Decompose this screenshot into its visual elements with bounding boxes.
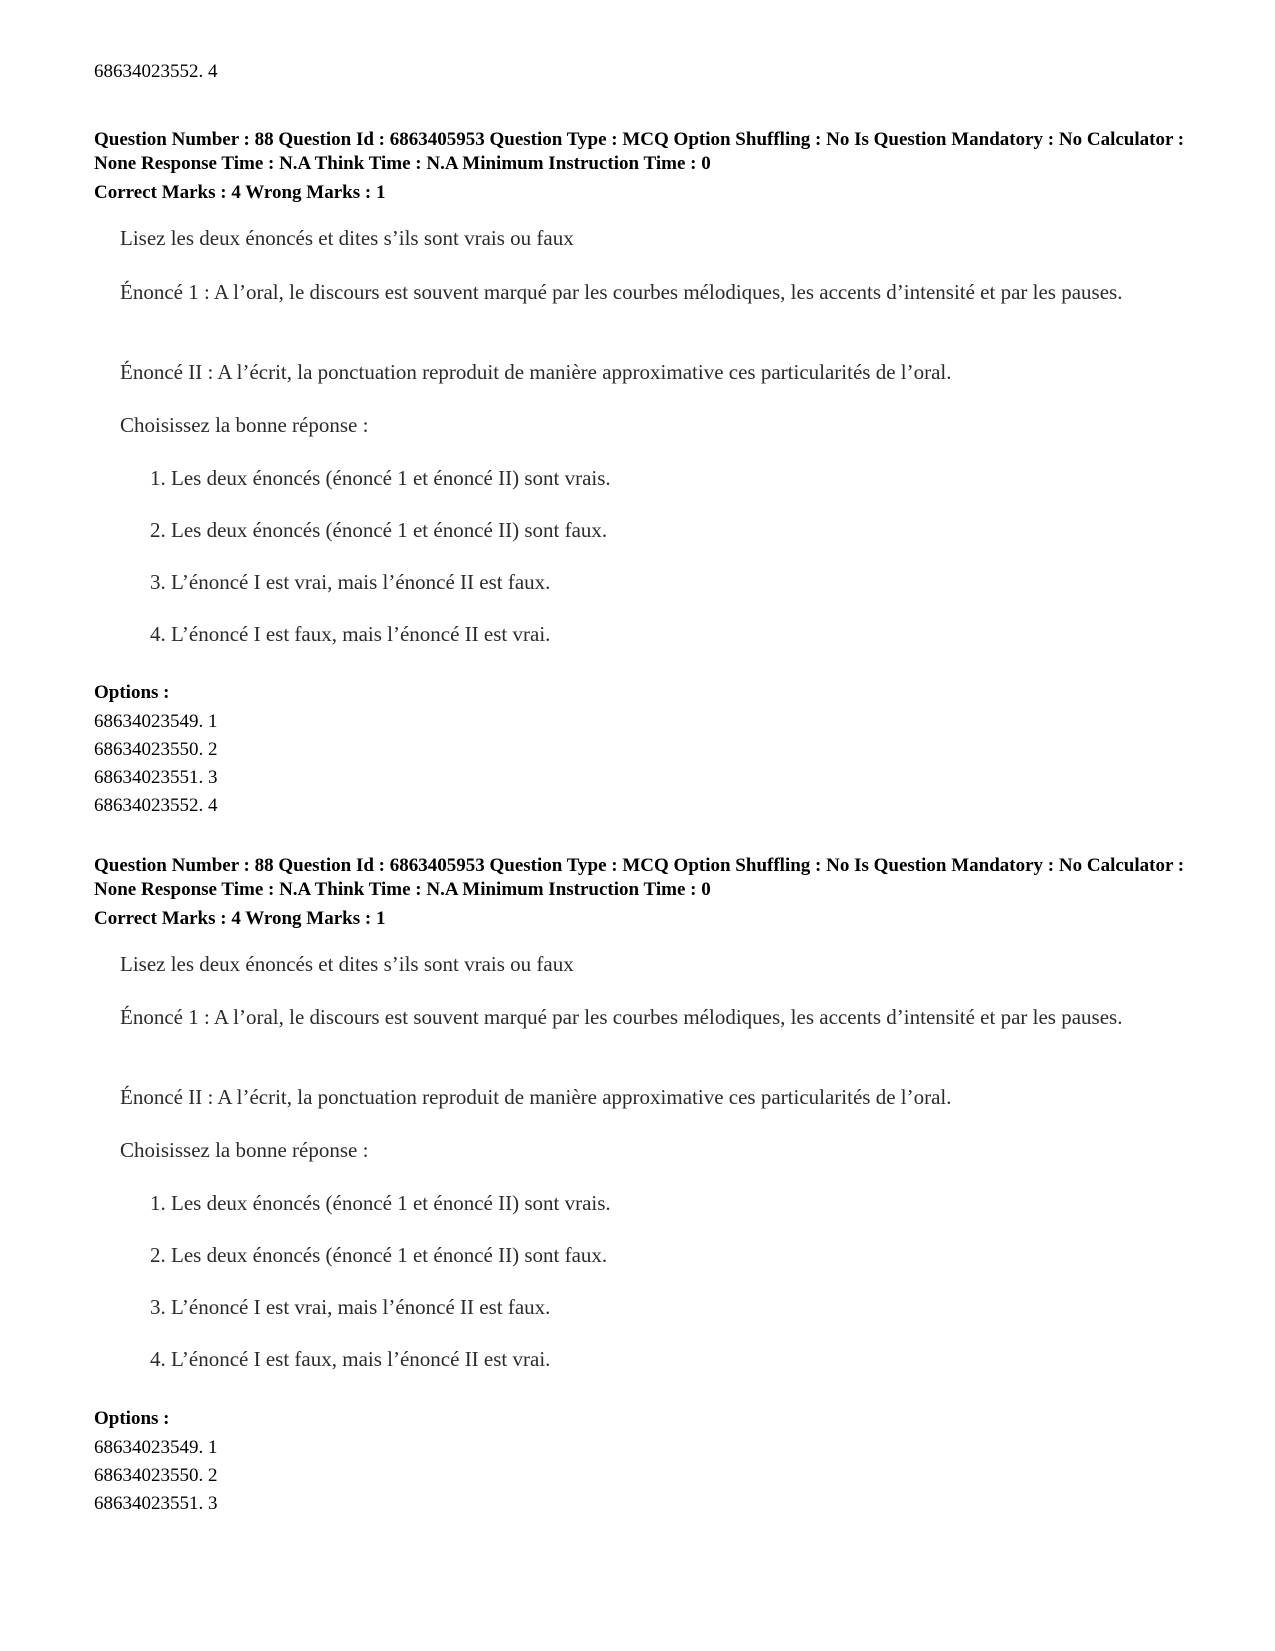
statement-1: Énoncé 1 : A l’oral, le discours est souvent marqué par les courbes mélodiques, les accents d’intensité et par les pauses. <box>120 1005 1123 1029</box>
choice-4: 4. L’énoncé I est faux, mais l’énoncé II est vrai. <box>150 622 551 646</box>
options-label: Options : <box>94 1408 170 1429</box>
option-line: 68634023549. 1 <box>94 1437 218 1458</box>
option-line: 68634023552. 4 <box>94 795 218 816</box>
option-line: 68634023550. 2 <box>94 1465 218 1486</box>
question-meta: Question Number : 88 Question Id : 6863405953 Question Type : MCQ Option Shuffling : No Is Question Mandatory : No Calculator : None Response Time : N.A Think Time : N.A Minimum Instruction Time : 0 <box>94 129 1185 174</box>
question-meta: Question Number : 88 Question Id : 6863405953 Question Type : MCQ Option Shuffling : No Is Question Mandatory : No Calculator : None Response Time : N.A Think Time : N.A Minimum Instruction Time : 0 <box>94 855 1185 900</box>
choice-3: 3. L’énoncé I est vrai, mais l’énoncé II est faux. <box>150 1295 551 1319</box>
options-label: Options : <box>94 682 170 703</box>
choice-1: 1. Les deux énoncés (énoncé 1 et énoncé II) sont vrais. <box>150 1191 611 1215</box>
choice-2: 2. Les deux énoncés (énoncé 1 et énoncé II) sont faux. <box>150 518 608 542</box>
choice-4: 4. L’énoncé I est faux, mais l’énoncé II est vrai. <box>150 1347 551 1371</box>
question-prompt: Choisissez la bonne réponse : <box>120 413 369 437</box>
option-line: 68634023552. 4 <box>94 61 218 82</box>
statement-2: Énoncé II : A l’écrit, la ponctuation reproduit de manière approximative ces particularités de l’oral. <box>120 360 952 384</box>
option-line: 68634023549. 1 <box>94 711 218 732</box>
option-line: 68634023550. 2 <box>94 739 218 760</box>
option-line: 68634023551. 3 <box>94 767 218 788</box>
choice-2: 2. Les deux énoncés (énoncé 1 et énoncé II) sont faux. <box>150 1243 608 1267</box>
option-line: 68634023551. 3 <box>94 1493 218 1514</box>
question-marks: Correct Marks : 4 Wrong Marks : 1 <box>94 182 386 203</box>
statement-2: Énoncé II : A l’écrit, la ponctuation reproduit de manière approximative ces particularités de l’oral. <box>120 1085 952 1109</box>
question-intro: Lisez les deux énoncés et dites s’ils sont vrais ou faux <box>120 952 574 976</box>
question-marks: Correct Marks : 4 Wrong Marks : 1 <box>94 908 386 929</box>
question-intro: Lisez les deux énoncés et dites s’ils sont vrais ou faux <box>120 226 574 250</box>
question-prompt: Choisissez la bonne réponse : <box>120 1138 369 1162</box>
choice-3: 3. L’énoncé I est vrai, mais l’énoncé II est faux. <box>150 570 551 594</box>
statement-1: Énoncé 1 : A l’oral, le discours est souvent marqué par les courbes mélodiques, les accents d’intensité et par les pauses. <box>120 280 1123 304</box>
choice-1: 1. Les deux énoncés (énoncé 1 et énoncé II) sont vrais. <box>150 466 611 490</box>
